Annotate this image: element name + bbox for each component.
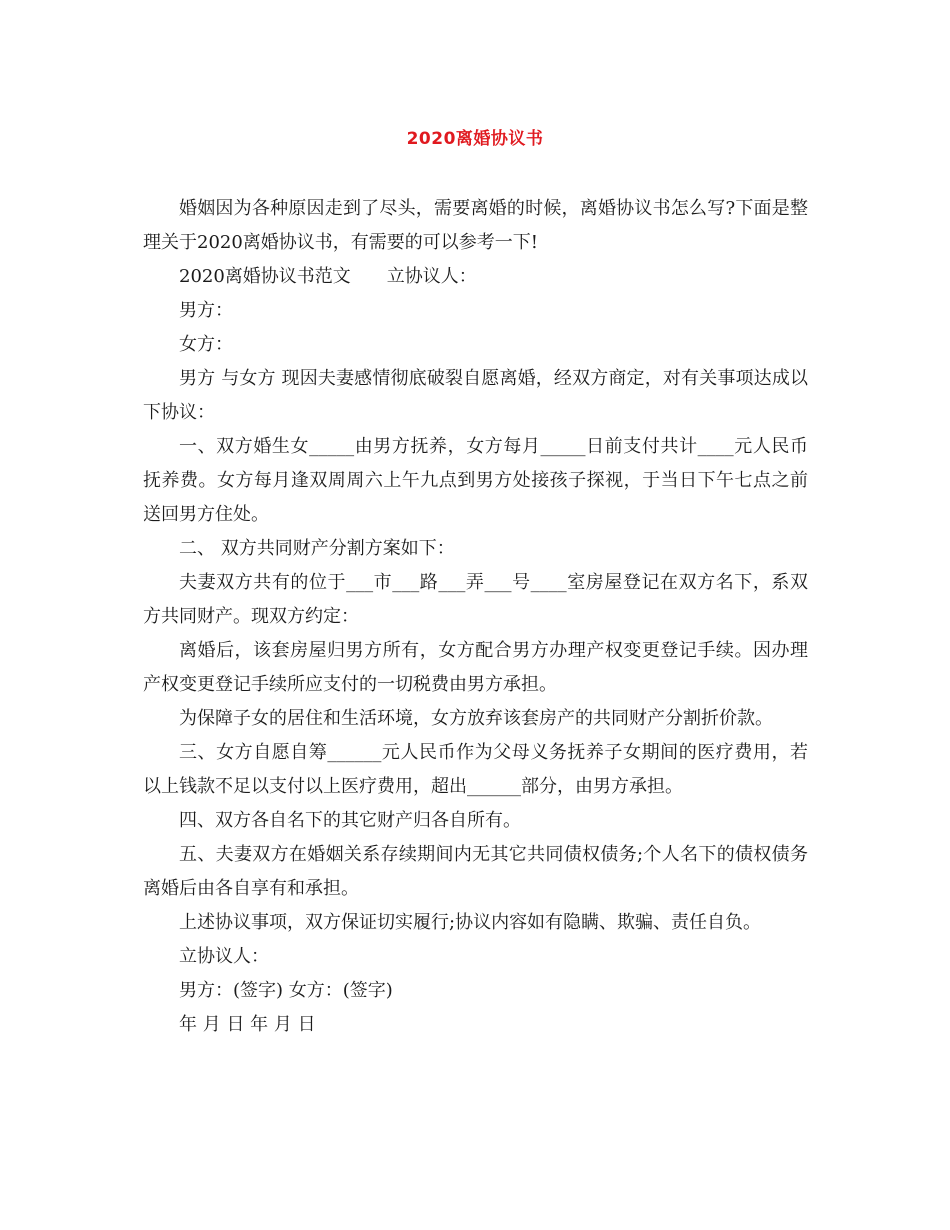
paragraph-clause-3: 三、女方自愿自筹______元人民币作为父母义务抚养子女期间的医疗费用，若以上钱款不足以支付以上医疗费用，超出______部分，由男方承担。	[143, 742, 808, 797]
paragraph-dates: 年 月 日 年 月 日	[179, 1014, 316, 1035]
paragraph-agreement-preamble: 男方 与女方 现因夫妻感情彻底破裂自愿离婚，经双方商定，对有关事项达成以下协议：	[143, 368, 808, 423]
paragraph-guarantee: 上述协议事项，双方保证切实履行;协议内容如有隐瞒、欺骗、责任自负。	[179, 912, 762, 933]
paragraph-intro: 婚姻因为各种原因走到了尽头，需要离婚的时候，离婚协议书怎么写?下面是整理关于2020离婚协议书，有需要的可以参考一下!	[143, 198, 808, 253]
paragraph-clause-5: 五、夫妻双方在婚姻关系存续期间内无其它共同债权债务;个人名下的债权债务离婚后由各自享有和承担。	[143, 844, 808, 899]
paragraph-signatories: 立协议人：	[179, 946, 269, 967]
document-body	[143, 192, 808, 1042]
document-title: 2020离婚协议书	[406, 129, 544, 149]
paragraph-sample-heading: 2020离婚协议书范文 立协议人：	[179, 266, 477, 287]
paragraph-property-waiver: 为保障子女的居住和生活环境，女方放弃该套房产的共同财产分割折价款。	[179, 708, 773, 729]
paragraph-signatures: 男方：(签字) 女方：(签字)	[179, 980, 393, 1001]
paragraph-female-party: 女方：	[179, 334, 233, 355]
paragraph-property-after-divorce: 离婚后，该套房屋归男方所有，女方配合男方办理产权变更登记手续。因办理产权变更登记手续所应支付的一切税费由男方承担。	[143, 640, 808, 695]
paragraph-clause-4: 四、双方各自名下的其它财产归各自所有。	[179, 810, 521, 831]
paragraph-property-location: 夫妻双方共有的位于___市___路___弄___号____室房屋登记在双方名下，系双方共同财产。现双方约定：	[143, 572, 808, 627]
paragraph-male-party: 男方：	[179, 300, 233, 321]
paragraph-clause-2: 二、 双方共同财产分割方案如下：	[179, 538, 455, 559]
paragraph-clause-1: 一、双方婚生女_____由男方抚养，女方每月_____日前支付共计____元人民币抚养费。女方每月逢双周周六上午九点到男方处接孩子探视，于当日下午七点之前送回男方住处。	[143, 436, 808, 525]
